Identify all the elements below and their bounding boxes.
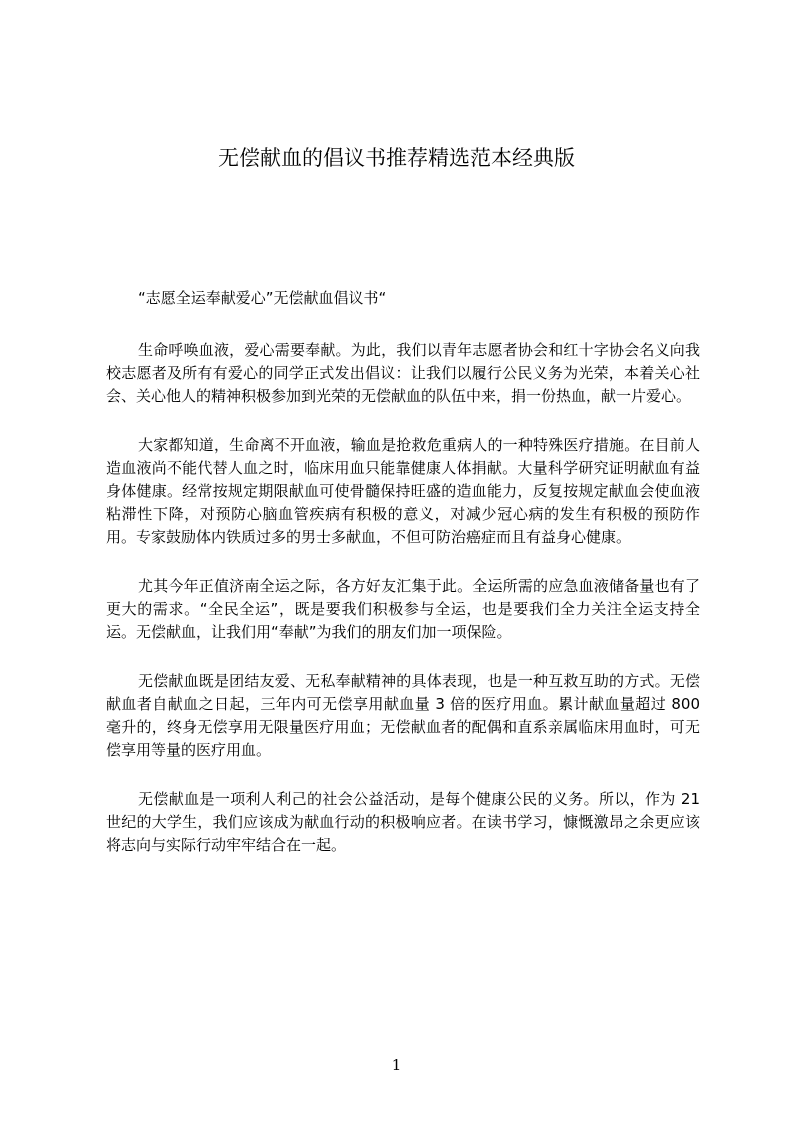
paragraph-benefits: 无偿献血既是团结友爱、无私奉献精神的具体表现，也是一种互救互助的方式。无偿献血者自献血之日起，三年内可无偿享用献血量 3 倍的医疗用血。累计献血量超过 800 毫升的，终身无偿享用无限量医疗用血；无偿献血者的配偶和直系亲属临床用血时，可无偿享用等量的医疗用血。 [106, 672, 700, 759]
document-body [106, 287, 700, 883]
paragraph-health: 大家都知道，生命离不开血液，输血是抢救危重病人的一种特殊医疗措施。在目前人造血液尚不能代替人血之时，临床用血只能靠健康人体捐献。大量科学研究证明献血有益身体健康。经常按规定期限献血可使骨髓保持旺盛的造血能力，反复按规定献血会使血液粘滞性下降，对预防心脑血管疾病有积极的意义，对减少冠心病的发生有积极的预防作用。专家鼓励体内铁质过多的男士多献血，不但可防治癌症而且有益身心健康。 [106, 436, 700, 546]
proposal-heading: “志愿全运奉献爱心”无偿献血倡议书“ [138, 289, 387, 307]
page-number: 1 [391, 1056, 402, 1074]
paragraph-national-games: 尤其今年正值济南全运之际，各方好友汇集于此。全运所需的应急血液储备量也有了更大的需求。“全民全运”，既是要我们积极参与全运，也是要我们全力关注全运支持全运。无偿献血，让我们用“奉献”为我们的朋友们加一项保险。 [106, 577, 700, 641]
document-title: 无偿献血的倡议书推荐精选范本经典版 [218, 146, 575, 170]
paragraph-students: 无偿献血是一项利人利己的社会公益活动，是每个健康公民的义务。所以，作为 21 世纪的大学生，我们应该成为献血行动的积极响应者。在读书学习，慷慨激昂之余更应该将志向与实际行动牢牢结合在一起。 [106, 790, 700, 854]
paragraph-intro: 生命呼唤血液，爱心需要奉献。为此，我们以青年志愿者协会和红十字协会名义向我校志愿者及所有有爱心的同学正式发出倡议：让我们以履行公民义务为光荣，本着关心社会、关心他人的精神积极参加到光荣的无偿献血的队伍中来，捐一份热血，献一片爱心。 [106, 341, 700, 405]
